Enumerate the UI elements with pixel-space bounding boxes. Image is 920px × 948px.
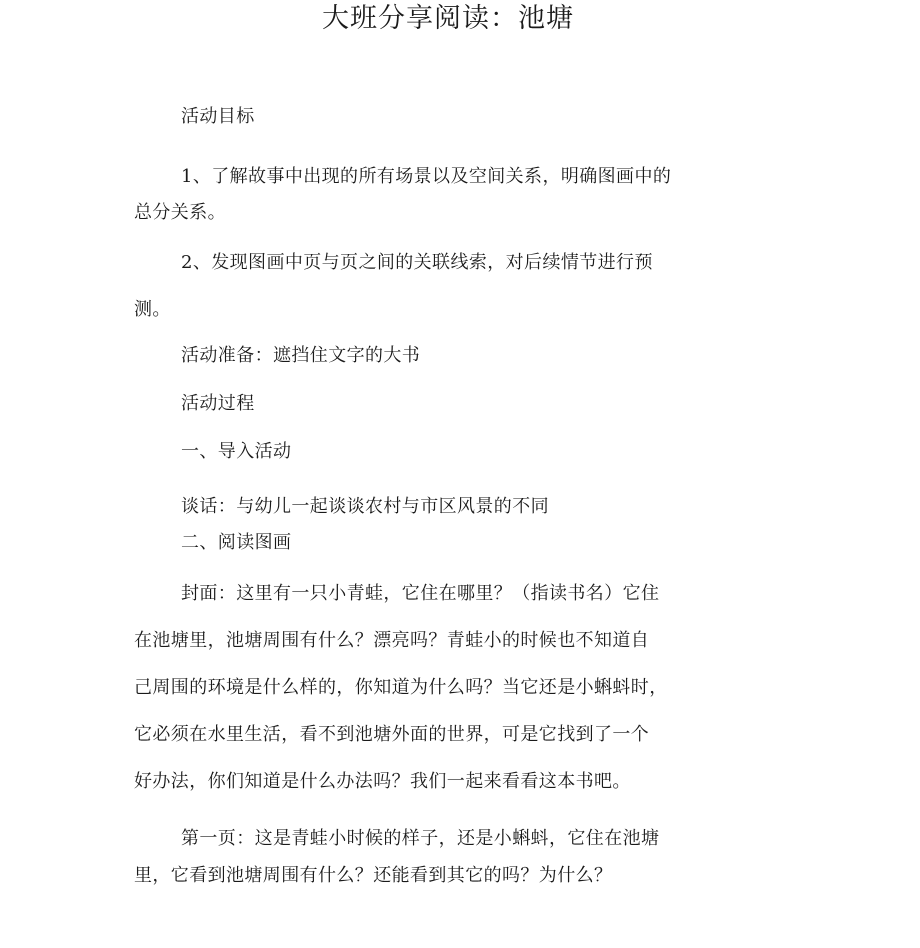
- paragraph-line: 里，它看到池塘周围有什么？还能看到其它的吗？为什么？: [134, 865, 613, 886]
- section-heading-process: 活动过程: [181, 393, 255, 414]
- paragraph-line: 1、了解故事中出现的所有场景以及空间关系，明确图画中的: [181, 166, 672, 187]
- paragraph-line: 谈话：与幼儿一起谈谈农村与市区风景的不同: [181, 496, 549, 517]
- paragraph-line: 总分关系。: [134, 202, 226, 223]
- paragraph-line: 在池塘里，池塘周围有什么？漂亮吗？青蛙小的时候也不知道自: [134, 630, 650, 651]
- document-title: 大班分享阅读：池塘: [322, 3, 574, 34]
- preparation-line: 活动准备：遮挡住文字的大书: [181, 345, 421, 366]
- paragraph-line: 它必须在水里生活，看不到池塘外面的世界，可是它找到了一个: [134, 724, 650, 745]
- section-heading-reading: 二、阅读图画: [181, 532, 292, 553]
- paragraph-line: 第一页：这是青蛙小时候的样子，还是小蝌蚪，它住在池塘: [181, 828, 660, 849]
- paragraph-line: 封面：这里有一只小青蛙，它住在哪里？（指读书名）它住: [181, 583, 660, 604]
- paragraph-line: 2、发现图画中页与页之间的关联线索，对后续情节进行预: [181, 252, 653, 273]
- section-heading-intro: 一、导入活动: [181, 441, 292, 462]
- paragraph-line: 己周围的环境是什么样的，你知道为什么吗？当它还是小蝌蚪时，: [134, 677, 668, 698]
- paragraph-line: 测。: [134, 299, 171, 320]
- paragraph-line: 好办法，你们知道是什么办法吗？我们一起来看看这本书吧。: [134, 771, 631, 792]
- section-heading-goals: 活动目标: [181, 106, 255, 127]
